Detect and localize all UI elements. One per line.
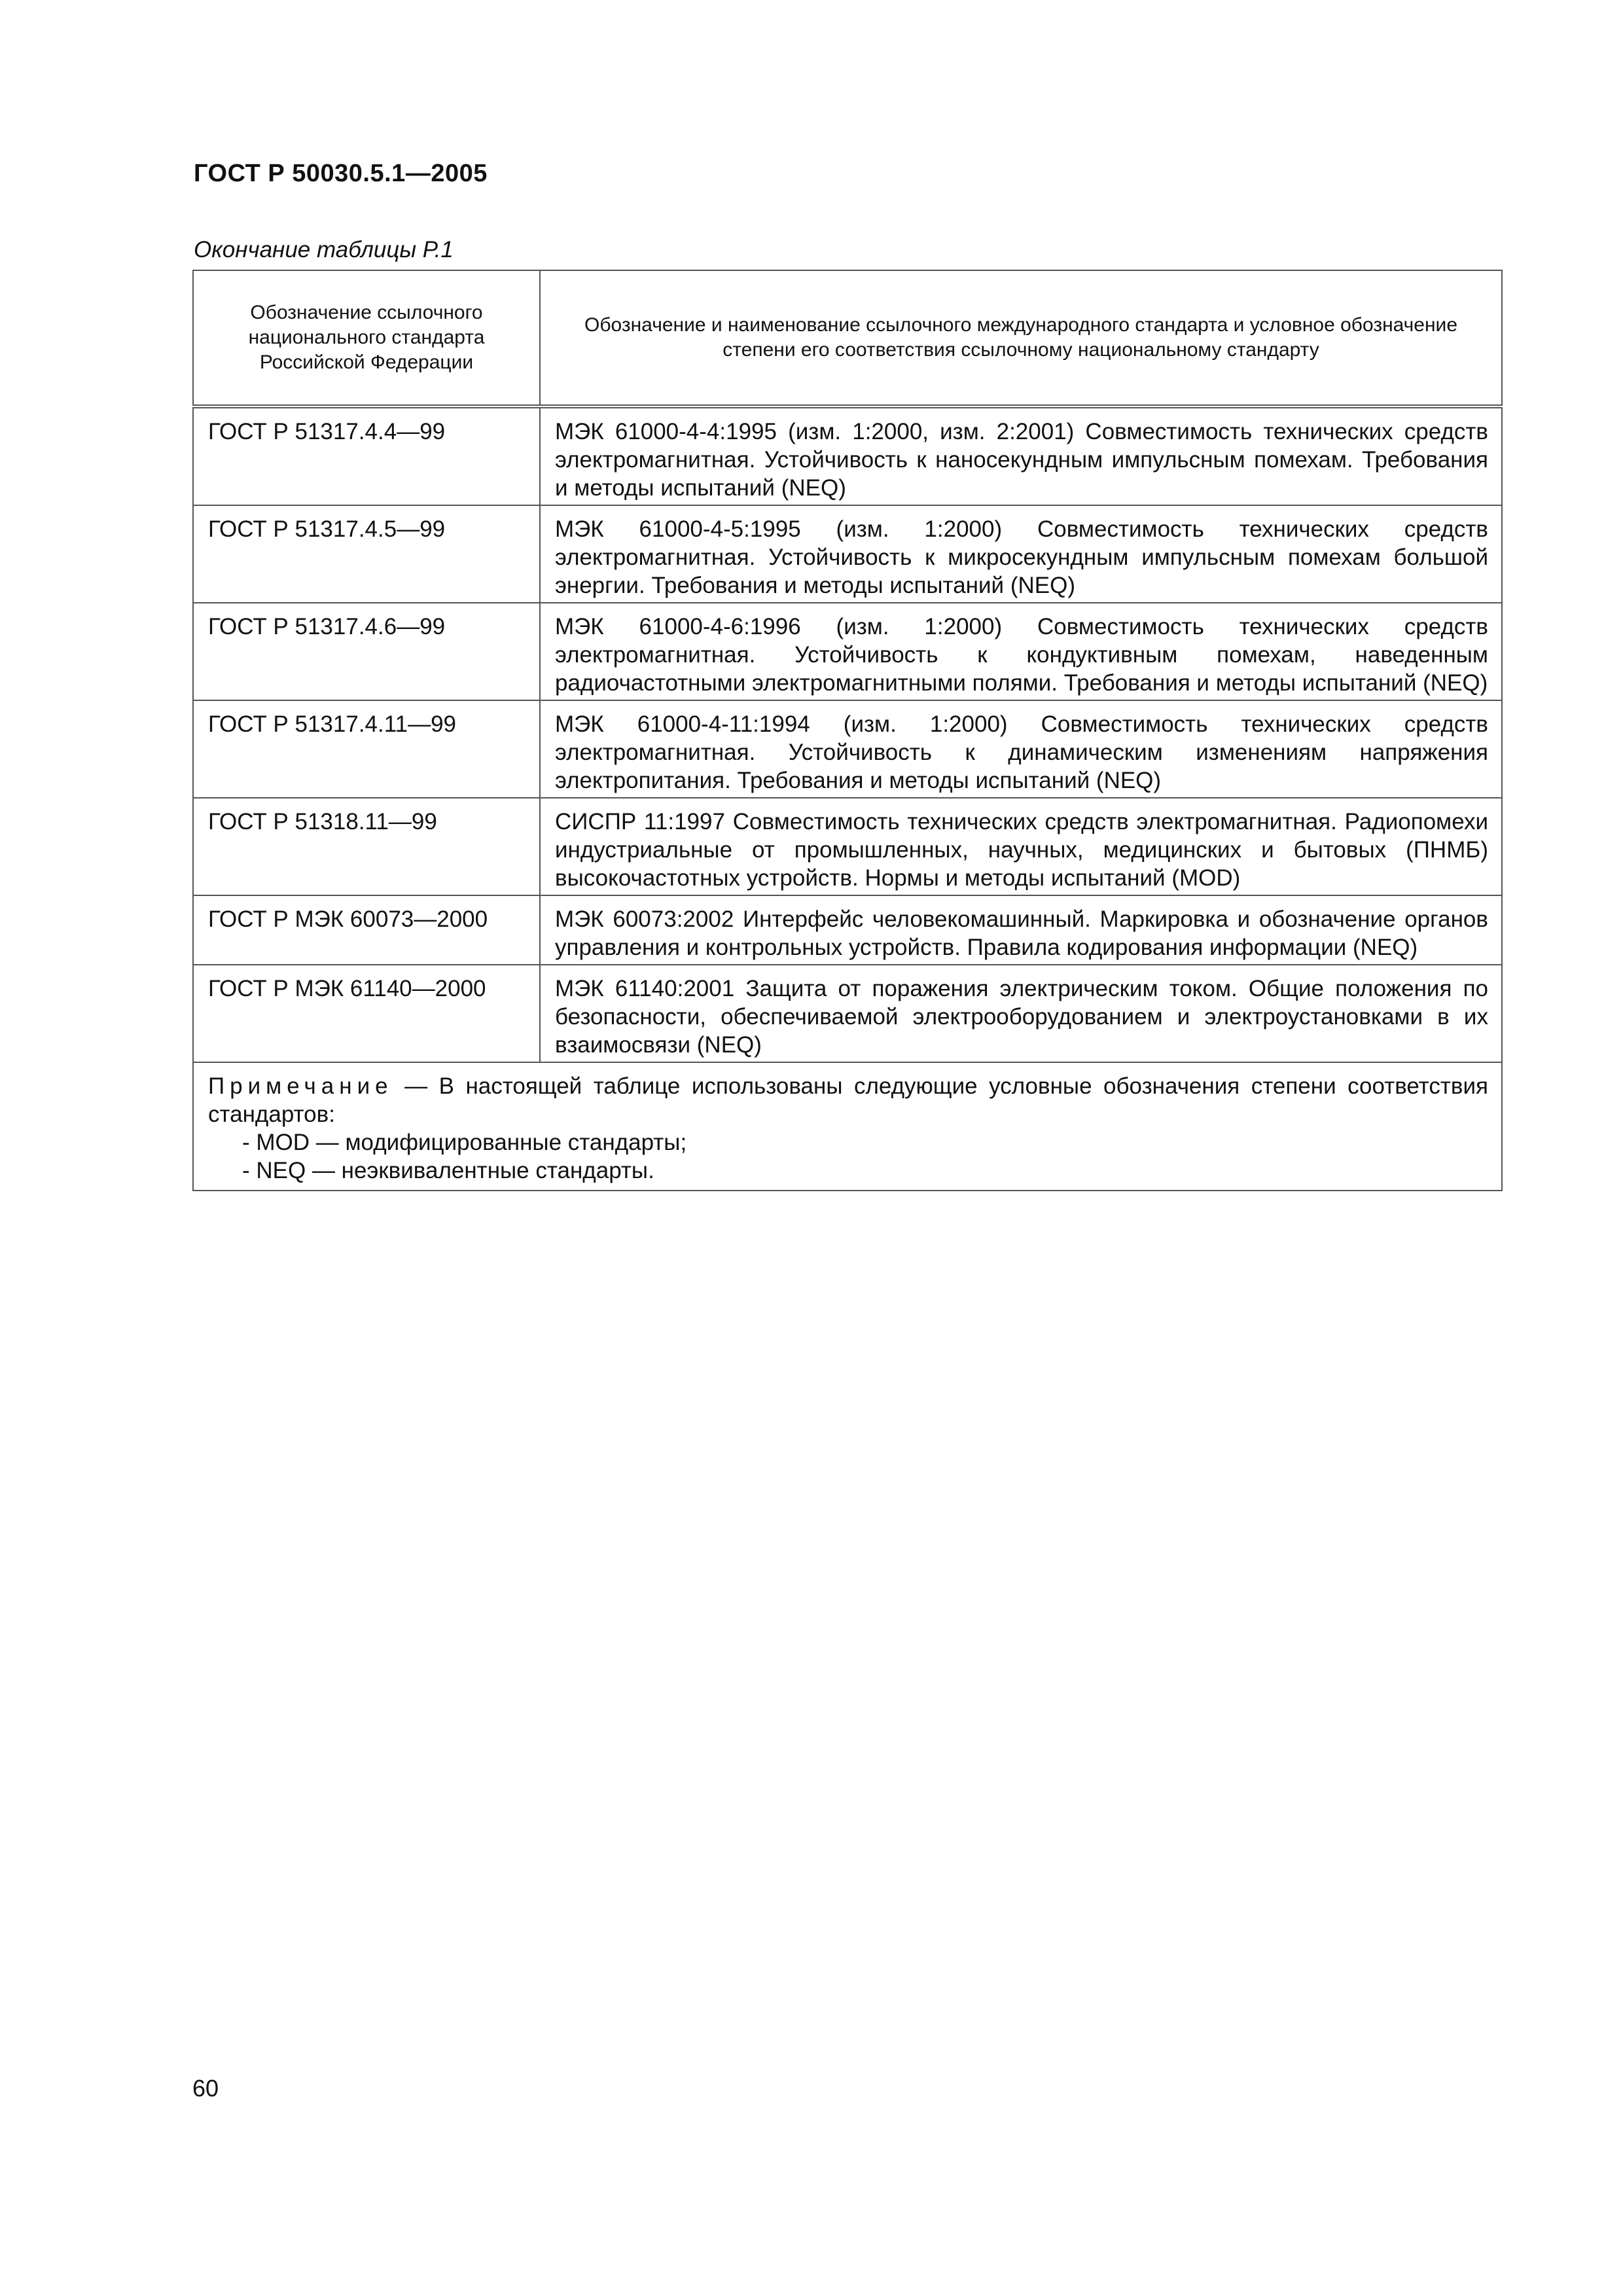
note-item-neq: - NEQ — неэквивалентные стандарты. <box>242 1158 654 1183</box>
international-standard-description: МЭК 60073:2002 Интерфейс человекомашинный. Маркировка и обозначение органов управления и контрольных устройств. Правила кодирования информации (NEQ) <box>540 895 1502 965</box>
document-id-header: ГОСТ Р 50030.5.1—2005 <box>194 160 488 187</box>
table-row <box>193 895 1502 965</box>
column-header-national-standard: Обозначение ссылочного национального стандарта Российской Федерации <box>193 270 540 406</box>
column-header-international-standard: Обозначение и наименование ссылочного международного стандарта и условное обозначение степени его соответствия ссылочному национальному стандарту <box>540 270 1502 406</box>
national-standard-code: ГОСТ Р МЭК 60073—2000 <box>193 895 540 965</box>
page-number: 60 <box>192 2075 219 2102</box>
table-header <box>193 270 1502 406</box>
table-row <box>193 965 1502 1062</box>
national-standard-code: ГОСТ Р 51317.4.4—99 <box>193 406 540 505</box>
note-item-mod: - MOD — модифицированные стандарты; <box>242 1130 687 1155</box>
table-caption: Окончание таблицы Р.1 <box>194 237 454 262</box>
national-standard-code: ГОСТ Р 51317.4.11—99 <box>193 700 540 798</box>
table-row <box>193 798 1502 895</box>
international-standard-description: МЭК 61000-4-11:1994 (изм. 1:2000) Совместимость технических средств электромагнитная. Устойчивость к динамическим изменениям напряжения электропитания. Требования и методы испытаний (NEQ) <box>540 700 1502 798</box>
international-standard-description: МЭК 61000-4-6:1996 (изм. 1:2000) Совместимость технических средств электромагнитная. Устойчивость к кондуктивным помехам, наведенным радиочастотными электромагнитными полями. Требования и методы испытаний (NEQ) <box>540 603 1502 700</box>
table-body <box>193 406 1502 1191</box>
table-header-row <box>193 270 1502 406</box>
national-standard-code: ГОСТ Р 51318.11—99 <box>193 798 540 895</box>
note-text: — В настоящей таблице использованы следующие условные обозначения степени соответствия стандартов: <box>208 1073 1488 1127</box>
table-row <box>193 700 1502 798</box>
table-note-row <box>193 1062 1502 1191</box>
international-standard-description: МЭК 61000-4-5:1995 (изм. 1:2000) Совместимость технических средств электромагнитная. Устойчивость к микросекундным импульсным помехам большой энергии. Требования и методы испытаний (NEQ) <box>540 505 1502 603</box>
international-standard-description: МЭК 61000-4-4:1995 (изм. 1:2000, изм. 2:2001) Совместимость технических средств электромагнитная. Устойчивость к наносекундным импульсным помехам. Требования и методы испытаний (NEQ) <box>540 406 1502 505</box>
note-label: Примечание <box>208 1073 393 1099</box>
table-row <box>193 603 1502 700</box>
international-standard-description: МЭК 61140:2001 Защита от поражения электрическим током. Общие положения по безопасности, обеспечиваемой электрооборудованием и электроустановками в их взаимосвязи (NEQ) <box>540 965 1502 1062</box>
reference-standards-table <box>192 270 1503 1191</box>
national-standard-code: ГОСТ Р 51317.4.5—99 <box>193 505 540 603</box>
national-standard-code: ГОСТ Р 51317.4.6—99 <box>193 603 540 700</box>
international-standard-description: СИСПР 11:1997 Совместимость технических средств электромагнитная. Радиопомехи индустриальные от промышленных, научных, медицинских и бытовых (ПНМБ) высокочастотных устройств. Нормы и методы испытаний (MOD) <box>540 798 1502 895</box>
table-note <box>193 1062 1502 1191</box>
national-standard-code: ГОСТ Р МЭК 61140—2000 <box>193 965 540 1062</box>
table-row <box>193 505 1502 603</box>
table-row <box>193 406 1502 505</box>
